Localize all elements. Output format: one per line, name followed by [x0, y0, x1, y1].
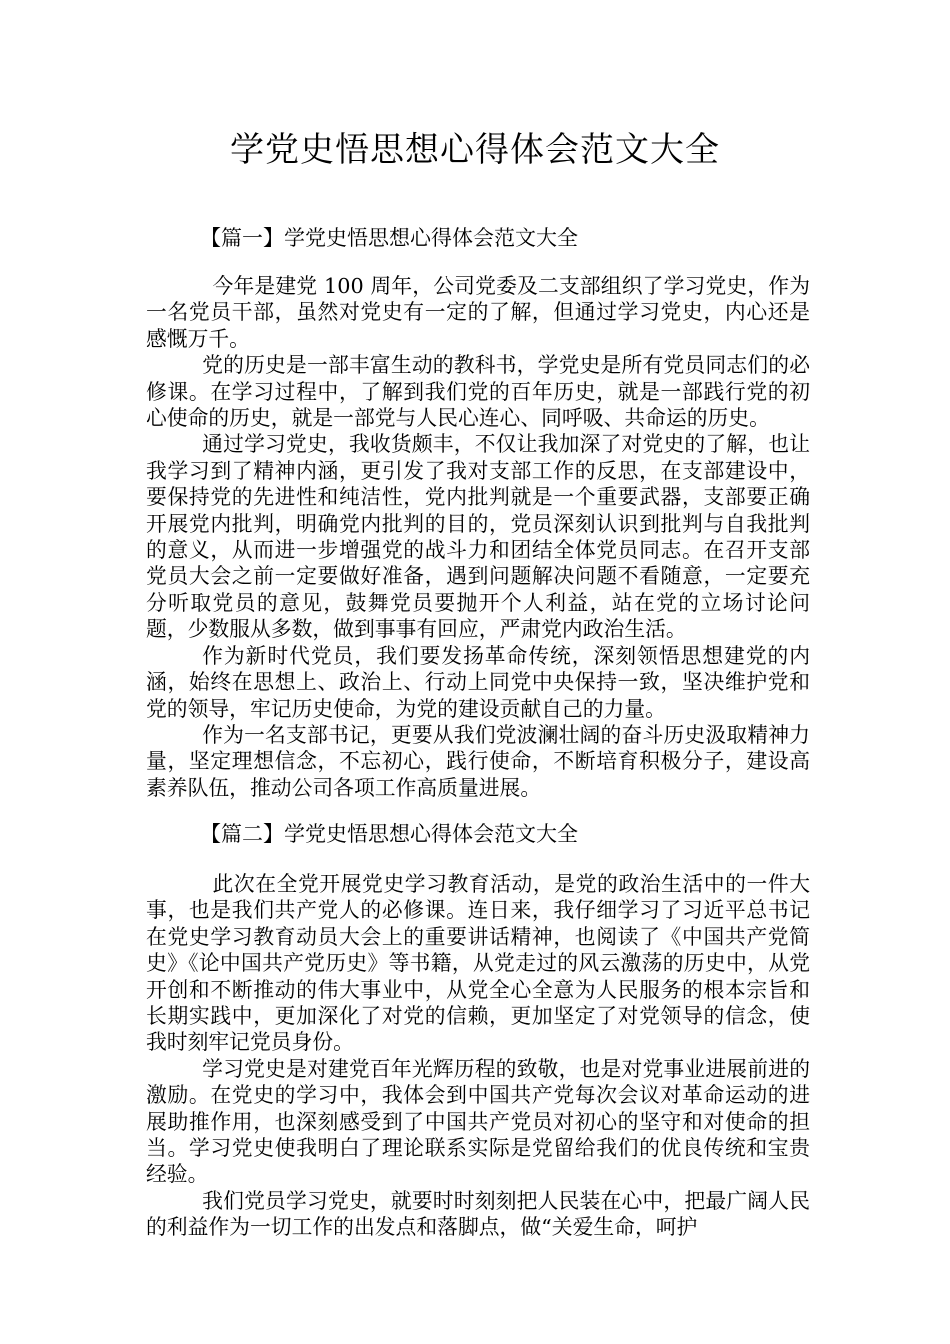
paragraph: 作为新时代党员，我们要发扬革命传统，深刻领悟思想建党的内涵，始终在思想上、政治上、行动上同党中央保持一致，坚决维护党和党的领导，牢记历史使命，为党的建设贡献自己的力量。 [146, 643, 810, 721]
section-heading-1: 【篇一】学党史悟思想心得体会范文大全 [200, 226, 578, 250]
section-body-1 [146, 273, 810, 801]
document-title: 学党史悟思想心得体会范文大全 [230, 130, 720, 170]
section-body-2 [146, 871, 810, 1241]
paragraph: 我们党员学习党史，就要时时刻刻把人民装在心中，把最广阔人民的利益作为一切工作的出发点和落脚点，做“关爱生命，呵护 [146, 1188, 810, 1240]
paragraph: 通过学习党史，我收货颇丰，不仅让我加深了对党史的了解，也让我学习到了精神内涵，更引发了我对支部工作的反思，在支部建设中，要保持党的先进性和纯洁性，党内批判就是一个重要武器，支部要正确开展党内批判，明确党内批判的目的，党员深刻认识到批判与自我批判的意义，从而进一步增强党的战斗力和团结全体党员同志。在召开支部党员大会之前一定要做好准备，遇到问题解决问题不看随意，一定要充分听取党员的意见，鼓舞党员要抛开个人利益，站在党的立场讨论问题，少数服从多数，做到事事有回应，严肃党内政治生活。 [146, 432, 810, 642]
section-heading-2: 【篇二】学党史悟思想心得体会范文大全 [200, 822, 578, 846]
paragraph: 今年是建党 100 周年，公司党委及二支部组织了学习党史，作为一名党员干部，虽然对党史有一定的了解，但通过学习党史，内心还是感慨万千。 [146, 274, 810, 351]
paragraph: 作为一名支部书记，更要从我们党波澜壮阔的奋斗历史汲取精神力量，坚定理想信念，不忘初心，践行使命，不断培育积极分子，建设高素养队伍，推动公司各项工作高质量进展。 [146, 722, 810, 800]
paragraph: 此次在全党开展党史学习教育活动，是党的政治生活中的一件大事，也是我们共产党人的必修课。连日来，我仔细学习了习近平总书记在党史学习教育动员大会上的重要讲话精神，也阅读了《中国共产党简史》《论中国共产党历史》等书籍，从党走过的风云激荡的历史中，从党开创和不断推动的伟大事业中，从党全心全意为人民服务的根本宗旨和长期实践中，更加深化了对党的信赖，更加坚定了对党领导的信念，使我时刻牢记党员身份。 [146, 872, 810, 1055]
paragraph: 学习党史是对建党百年光辉历程的致敬，也是对党事业进展前进的激励。在党史的学习中，我体会到中国共产党每次会议对革命运动的进展助推作用，也深刻感受到了中国共产党员对初心的坚守和对使命的担当。学习党史使我明白了理论联系实际是党留给我们的优良传统和宝贵经验。 [146, 1056, 810, 1187]
paragraph: 党的历史是一部丰富生动的教科书，学党史是所有党员同志们的必修课。在学习过程中，了解到我们党的百年历史，就是一部践行党的初心使命的历史，就是一部党与人民心连心、同呼吸、共命运的历史。 [146, 353, 810, 431]
